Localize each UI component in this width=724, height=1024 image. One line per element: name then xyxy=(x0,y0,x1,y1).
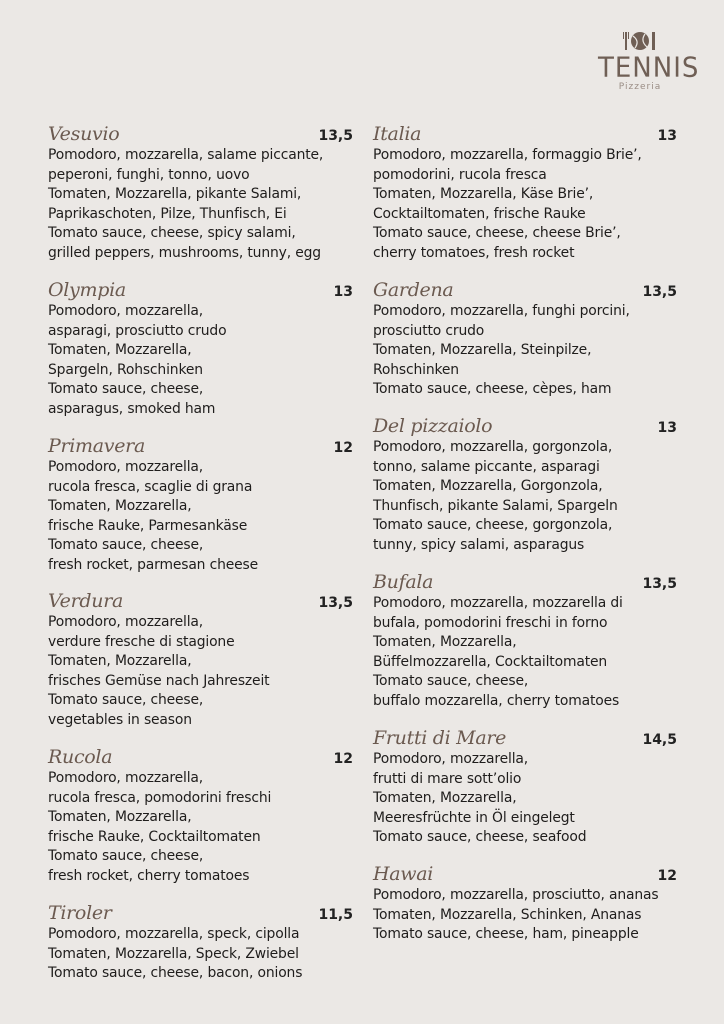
item-description-line: rucola fresca, scaglie di grana xyxy=(48,478,253,495)
item-name: Frutti di Mare xyxy=(373,727,507,749)
menu-item xyxy=(373,414,677,555)
item-name: Hawai xyxy=(373,863,434,885)
item-description-line: Tomato sauce, cheese, xyxy=(48,537,204,553)
item-description-line: Pomodoro, mozzarella, gorgonzola, xyxy=(373,439,613,455)
item-description-line: Tomato sauce, cheese, xyxy=(48,848,204,864)
item-description-line: Paprikaschoten, Pilze, Thunfisch, Ei xyxy=(48,205,287,222)
item-description-line: Pomodoro, mozzarella, formaggio Brie’, xyxy=(373,147,642,163)
item-name: Bufala xyxy=(373,571,434,593)
item-price: 12 xyxy=(333,750,353,767)
item-price: 12 xyxy=(657,867,677,884)
item-name: Del pizzaiolo xyxy=(373,415,493,437)
item-description-line: pomodorini, rucola fresca xyxy=(373,166,547,183)
item-price: 13,5 xyxy=(318,127,353,144)
item-description-line: tunny, spicy salami, asparagus xyxy=(373,536,585,553)
menu-item xyxy=(48,745,353,886)
item-description-line: vegetables in season xyxy=(48,711,192,728)
item-price: 12 xyxy=(333,439,353,456)
item-description-line: Tomato sauce, cheese, xyxy=(373,673,529,689)
item-description-line: Pomodoro, mozzarella, funghi porcini, xyxy=(373,303,630,319)
item-description-line: frische Rauke, Cocktailtomaten xyxy=(48,828,261,845)
item-description-line: grilled peppers, mushrooms, tunny, egg xyxy=(48,244,321,261)
item-header xyxy=(48,901,353,925)
item-header xyxy=(373,122,677,146)
item-header xyxy=(373,862,677,886)
item-description-line: Tomato sauce, cheese, xyxy=(48,692,204,708)
item-description-line: bufala, pomodorini freschi in forno xyxy=(373,614,608,631)
item-description-line: frische Rauke, Parmesankäse xyxy=(48,517,248,534)
item-description-line: Tomaten, Mozzarella, xyxy=(373,634,517,650)
item-header xyxy=(48,745,353,769)
item-description-line: Pomodoro, mozzarella, xyxy=(48,303,204,319)
item-description-line: Pomodoro, mozzarella, xyxy=(48,614,204,630)
item-description-line: Thunfisch, pikante Salami, Spargeln xyxy=(373,497,618,514)
item-description-line: Büffelmozzarella, Cocktailtomaten xyxy=(373,653,608,670)
item-price: 13 xyxy=(657,127,677,144)
item-description-line: Pomodoro, mozzarella, xyxy=(48,459,204,475)
item-description-line: Meeresfrüchte in Öl eingelegt xyxy=(373,809,575,826)
item-name: Tiroler xyxy=(48,902,112,924)
item-price: 13 xyxy=(657,419,677,436)
menu-item xyxy=(48,589,353,730)
item-description-line: Tomato sauce, cheese, cèpes, ham xyxy=(373,381,612,397)
logo-subtitle: Pizzeria xyxy=(618,82,662,92)
item-description-line: rucola fresca, pomodorini freschi xyxy=(48,789,272,806)
menu-item xyxy=(48,434,353,575)
item-description-line: Tomaten, Mozzarella, xyxy=(48,498,192,514)
item-description-line: fresh rocket, cherry tomatoes xyxy=(48,867,250,884)
item-price: 13,5 xyxy=(318,594,353,611)
fork-ball-knife-icon xyxy=(620,30,660,52)
item-description-line: Pomodoro, mozzarella, xyxy=(373,751,529,767)
item-name: Rucola xyxy=(48,746,113,768)
item-description-line: Pomodoro, mozzarella, salame piccante, xyxy=(48,147,324,163)
item-description-line: Tomato sauce, cheese, spicy salami, xyxy=(48,225,296,241)
item-description-line: Tomato sauce, cheese, gorgonzola, xyxy=(373,517,613,533)
item-name: Vesuvio xyxy=(48,123,120,145)
item-description-line: asparagus, smoked ham xyxy=(48,400,216,417)
item-description-line: buffalo mozzarella, cherry tomatoes xyxy=(373,692,620,709)
item-description-line: tonno, salame piccante, asparagi xyxy=(373,458,600,475)
logo-name: TENNIS xyxy=(598,52,700,84)
item-price: 14,5 xyxy=(642,731,677,748)
item-description-line: Pomodoro, mozzarella, speck, cipolla xyxy=(48,926,300,942)
item-description-line: Tomato sauce, cheese, ham, pineapple xyxy=(373,926,639,942)
item-header xyxy=(373,278,677,302)
item-name: Gardena xyxy=(373,279,454,301)
menu-item xyxy=(373,726,677,848)
item-description-line: verdure fresche di stagione xyxy=(48,633,235,650)
item-name: Primavera xyxy=(48,435,145,457)
item-description-line: Tomaten, Mozzarella, xyxy=(48,809,192,825)
item-name: Olympia xyxy=(48,279,126,301)
item-description-line: Cocktailtomaten, frische Rauke xyxy=(373,205,586,222)
item-description-line: Tomaten, Mozzarella, Speck, Zwiebel xyxy=(48,945,299,962)
menu-item xyxy=(48,901,353,984)
item-description-line: Tomato sauce, cheese, cheese Brie’, xyxy=(373,225,621,241)
item-name: Italia xyxy=(373,123,422,145)
item-header xyxy=(48,434,353,458)
item-description-line: Tomaten, Mozzarella, xyxy=(48,342,192,358)
item-description-line: Tomato sauce, cheese, seafood xyxy=(373,829,587,845)
logo xyxy=(598,30,700,92)
item-description-line: Tomaten, Mozzarella, Käse Brie’, xyxy=(373,186,594,202)
item-description-line: prosciutto crudo xyxy=(373,322,485,339)
item-description-line: cherry tomatoes, fresh rocket xyxy=(373,244,575,261)
item-description-line: Tomato sauce, cheese, bacon, onions xyxy=(48,965,303,981)
item-description-line: Pomodoro, mozzarella, mozzarella di xyxy=(373,595,623,611)
item-description-line: Spargeln, Rohschinken xyxy=(48,361,203,378)
item-price: 13,5 xyxy=(642,575,677,592)
menu-item xyxy=(373,862,677,945)
item-header xyxy=(373,414,677,438)
item-price: 11,5 xyxy=(318,906,353,923)
item-description-line: frisches Gemüse nach Jahreszeit xyxy=(48,672,270,689)
item-header xyxy=(48,122,353,146)
item-description-line: Tomato sauce, cheese, xyxy=(48,381,204,397)
item-description-line: Tomaten, Mozzarella, Gorgonzola, xyxy=(373,478,603,494)
menu-item xyxy=(373,122,677,263)
menu-item xyxy=(48,278,353,419)
item-header xyxy=(373,570,677,594)
item-description-line: Tomaten, Mozzarella, pikante Salami, xyxy=(48,186,302,202)
menu-item xyxy=(373,570,677,711)
item-price: 13 xyxy=(333,283,353,300)
item-price: 13,5 xyxy=(642,283,677,300)
item-name: Verdura xyxy=(48,590,124,612)
item-description-line: asparagi, prosciutto crudo xyxy=(48,322,227,339)
item-description-line: Tomaten, Mozzarella, Schinken, Ananas xyxy=(373,906,642,923)
item-description-line: frutti di mare sott’olio xyxy=(373,770,522,787)
menu-item xyxy=(48,122,353,263)
item-description-line: Tomaten, Mozzarella, Steinpilze, xyxy=(373,342,592,358)
item-header xyxy=(48,589,353,613)
item-header xyxy=(48,278,353,302)
item-description-line: Pomodoro, mozzarella, xyxy=(48,770,204,786)
item-description-line: Tomaten, Mozzarella, xyxy=(373,790,517,806)
item-description-line: Tomaten, Mozzarella, xyxy=(48,653,192,669)
item-description-line: Pomodoro, mozzarella, prosciutto, ananas xyxy=(373,887,659,903)
item-description-line: peperoni, funghi, tonno, uovo xyxy=(48,166,250,183)
item-description-line: fresh rocket, parmesan cheese xyxy=(48,556,259,573)
menu-item xyxy=(373,278,677,400)
item-header xyxy=(373,726,677,750)
item-description-line: Rohschinken xyxy=(373,361,459,378)
